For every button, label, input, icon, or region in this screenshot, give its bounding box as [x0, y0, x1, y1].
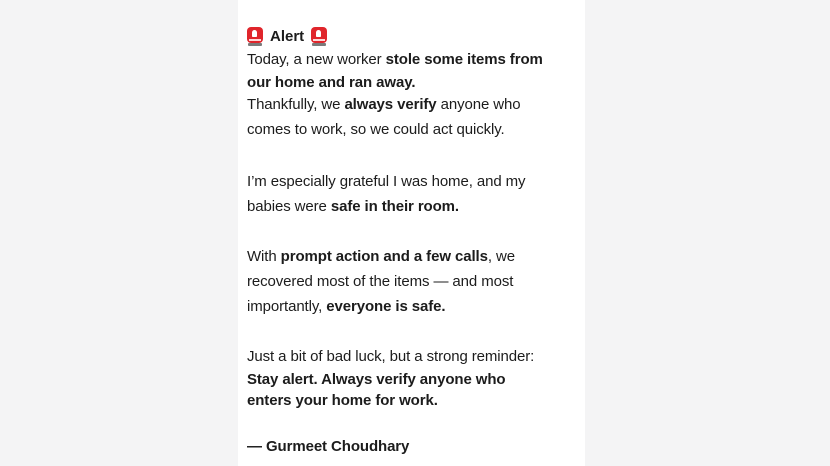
bold-text-segment: our home and ran away.: [247, 74, 416, 91]
text-segment: With: [247, 248, 281, 265]
text-segment: comes to work, so we could act quickly.: [247, 121, 505, 138]
post-line: [247, 73, 415, 93]
siren-icon: [311, 27, 327, 46]
post-line: [247, 95, 521, 115]
bold-text-segment: always verify: [344, 96, 437, 113]
post-line: [247, 297, 446, 317]
bold-text-segment: stole some items from: [385, 51, 543, 68]
post-line: [247, 391, 438, 411]
post-line: [247, 50, 543, 70]
post-title: Alert: [270, 27, 305, 45]
post-line: [247, 120, 505, 140]
post-line: [247, 197, 459, 217]
text-segment: Thankfully, we: [247, 96, 345, 113]
text-segment: anyone who: [436, 96, 521, 113]
text-segment: Just a bit of bad luck, but a strong reminder:: [247, 348, 535, 365]
post-line: [247, 172, 525, 192]
text-segment: importantly,: [247, 298, 327, 315]
left-blur-margin: [0, 0, 238, 466]
text-segment: recovered most of the items — and most: [247, 273, 514, 290]
bold-text-segment: safe in their room.: [330, 198, 459, 215]
bold-text-segment: everyone is safe.: [326, 298, 446, 315]
post-line: [247, 347, 534, 367]
siren-icon: [247, 27, 263, 46]
bold-text-segment: prompt action and a few calls: [280, 248, 488, 265]
text-segment: Today, a new worker: [247, 51, 386, 68]
text-segment: , we: [487, 248, 515, 265]
text-segment: I’m especially grateful I was home, and my: [247, 173, 526, 190]
bold-text-segment: Stay alert. Always verify anyone who: [247, 371, 506, 388]
right-blur-margin: [585, 0, 830, 466]
post-title-row: [247, 25, 327, 47]
text-segment: babies were: [247, 198, 331, 215]
post-card: [238, 0, 585, 466]
bold-text-segment: — Gurmeet Choudhary: [247, 438, 410, 455]
post-line: [247, 247, 515, 267]
bold-text-segment: enters your home for work.: [247, 392, 438, 409]
signature: [247, 437, 409, 457]
post-line: [247, 370, 505, 390]
post-line: [247, 272, 513, 292]
